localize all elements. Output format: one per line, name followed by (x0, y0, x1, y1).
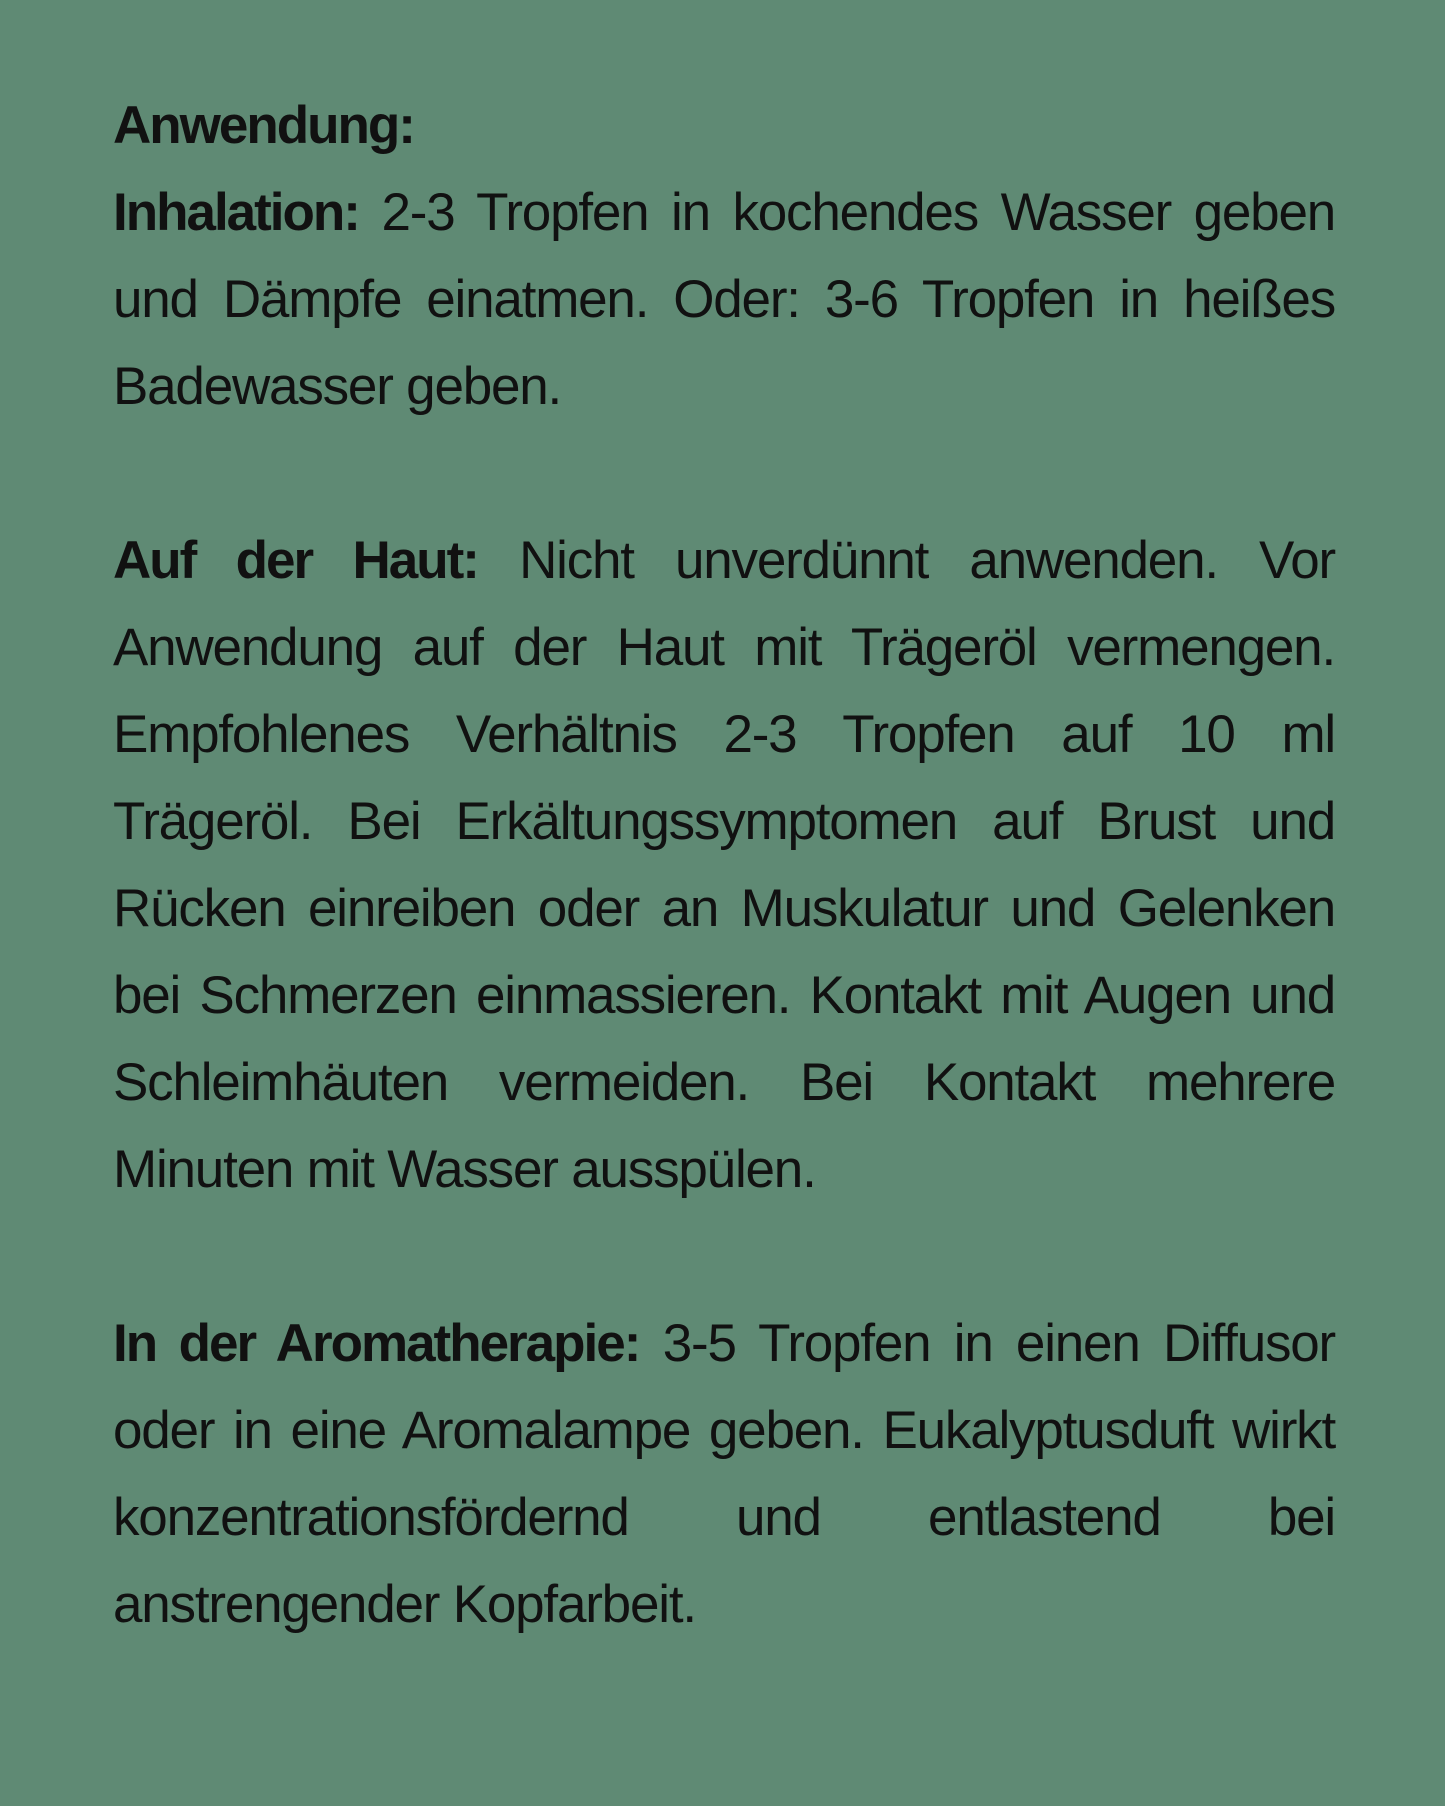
aromatherapy-paragraph (113, 1300, 1335, 1648)
aromatherapy-text: 3-5 Tropfen in einen Diffusor oder in eine Aromalampe geben. Eukalyptusduft wirkt konzentrationsfördernd und entlastend bei anstrengender Kopfarbeit. (113, 1314, 1335, 1634)
usage-instructions (113, 82, 1335, 1648)
inhalation-paragraph (113, 169, 1335, 430)
inhalation-text: 2-3 Tropfen in kochendes Wasser geben und Dämpfe einatmen. Oder: 3-6 Tropfen in heißes Badewasser geben. (113, 183, 1336, 416)
skin-paragraph (113, 517, 1335, 1213)
inhalation-label: Inhalation: (113, 183, 359, 242)
section-heading: Anwendung: (113, 96, 414, 155)
skin-label: Auf der Haut: (113, 531, 478, 590)
skin-text: Nicht unverdünnt anwenden. Vor Anwendung auf der Haut mit Trägeröl vermengen. Empfohlenes Verhältnis 2-3 Tropfen auf 10 ml Trägeröl. Bei Erkältungssymptomen auf Brust und Rücken einreiben oder an Muskulatur und Gelenken bei Schmerzen einmassieren. Kontakt mit Augen und Schleimhäuten vermeiden. Bei Kontakt mehrere Minuten mit Wasser ausspülen. (113, 531, 1335, 1199)
aromatherapy-label: In der Aromatherapie: (113, 1314, 640, 1373)
